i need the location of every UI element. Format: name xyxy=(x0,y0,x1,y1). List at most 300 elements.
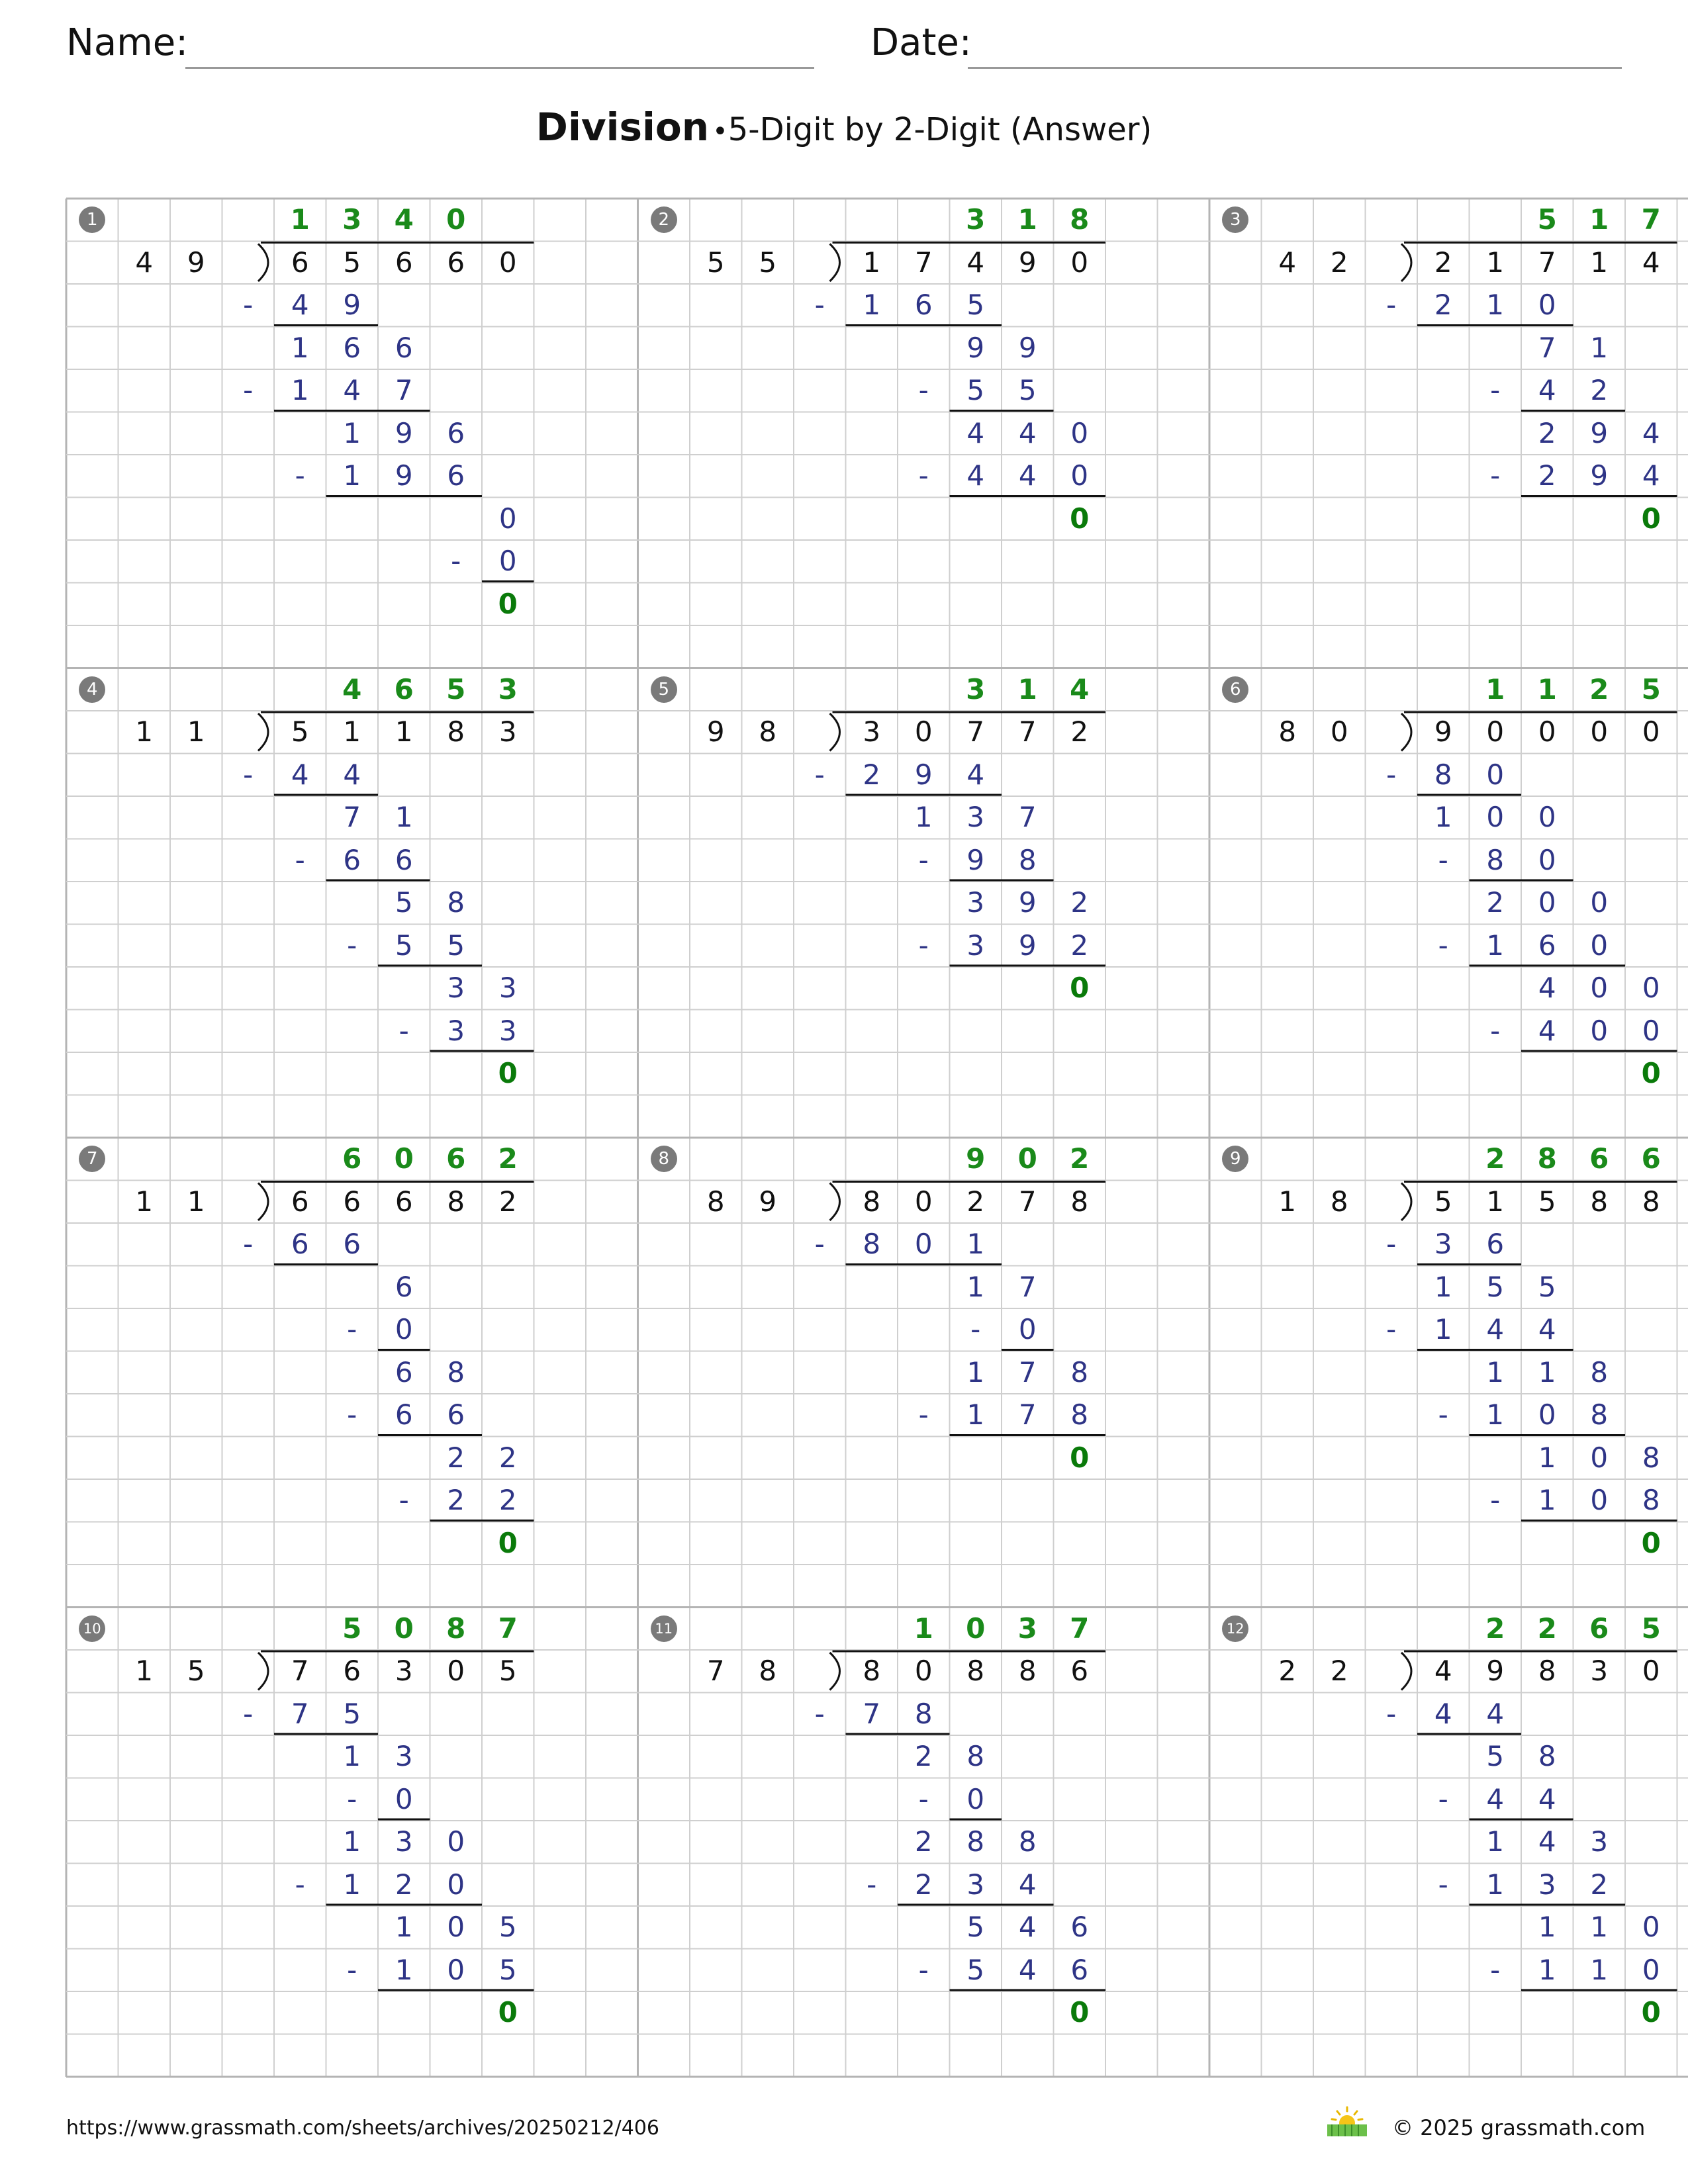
brought-down-digit: 3 xyxy=(1590,1825,1609,1858)
division-bracket xyxy=(830,1653,840,1690)
partial-remainder-digit: 9 xyxy=(1590,416,1609,449)
minus-sign: - xyxy=(347,1953,357,1986)
dividend-digit: 8 xyxy=(863,1655,881,1688)
dividend-digit: 8 xyxy=(1590,1185,1609,1218)
subtract-digit: 8 xyxy=(1590,1398,1609,1432)
subtract-digit: 1 xyxy=(395,1953,413,1986)
divisor-digit: 8 xyxy=(1330,1185,1348,1218)
dividend-digit: 4 xyxy=(1642,246,1660,279)
subtract-digit: 4 xyxy=(1486,1313,1505,1346)
dividend-digit: 8 xyxy=(1070,1185,1089,1218)
division-bracket xyxy=(1401,244,1411,282)
quotient-digit: 4 xyxy=(394,203,414,236)
dividend-digit: 5 xyxy=(498,1655,517,1688)
subtract-digit: 0 xyxy=(498,545,517,578)
minus-sign: - xyxy=(867,1868,877,1901)
partial-remainder-digit: 4 xyxy=(1538,972,1556,1005)
dividend-digit: 2 xyxy=(498,1185,517,1218)
problem-number-badge: 11 xyxy=(651,1615,677,1642)
dividend-digit: 9 xyxy=(1018,246,1037,279)
subtract-digit: 5 xyxy=(447,929,465,962)
partial-remainder-digit: 5 xyxy=(966,1911,985,1944)
dividend-digit: 4 xyxy=(966,246,985,279)
dividend-digit: 8 xyxy=(863,1185,881,1218)
dividend-digit: 8 xyxy=(447,715,465,749)
division-bracket xyxy=(1401,1183,1411,1221)
subtract-digit: 0 xyxy=(447,1868,465,1901)
subtract-digit: 0 xyxy=(1642,1014,1660,1047)
subtract-digit: 2 xyxy=(447,1484,465,1517)
dividend-digit: 0 xyxy=(1070,246,1089,279)
dividend-digit: 2 xyxy=(1434,246,1452,279)
partial-remainder-digit: 0 xyxy=(1538,886,1556,919)
name-label: Name: xyxy=(66,21,189,64)
subtract-digit: 6 xyxy=(914,289,933,322)
partial-remainder-digit: 1 xyxy=(966,1355,985,1388)
minus-sign: - xyxy=(1386,1313,1397,1346)
subtract-digit: 6 xyxy=(291,1228,309,1261)
subtract-digit: 1 xyxy=(1486,289,1505,322)
minus-sign: - xyxy=(347,1398,357,1432)
dividend-digit: 1 xyxy=(1486,1185,1505,1218)
subtract-digit: 4 xyxy=(966,758,985,791)
partial-remainder-digit: 1 xyxy=(914,801,933,834)
partial-remainder-digit: 3 xyxy=(966,886,985,919)
subtract-digit: 6 xyxy=(1538,929,1556,962)
minus-sign: - xyxy=(1438,929,1448,962)
brought-down-digit: 0 xyxy=(1070,416,1089,449)
dividend-digit: 6 xyxy=(291,1185,309,1218)
dividend-digit: 8 xyxy=(447,1185,465,1218)
divisor-digit: 1 xyxy=(135,1655,154,1688)
partial-remainder-digit: 9 xyxy=(1018,886,1037,919)
dividend-digit: 0 xyxy=(1538,715,1556,749)
quotient-digit: 6 xyxy=(342,1142,362,1175)
partial-remainder-digit: 6 xyxy=(395,1355,413,1388)
divisor-digit: 9 xyxy=(706,715,725,749)
title-subtitle: 5-Digit by 2-Digit (Answer) xyxy=(727,111,1152,148)
brought-down-digit: 6 xyxy=(447,416,465,449)
dividend-digit: 7 xyxy=(1018,1185,1037,1218)
minus-sign: - xyxy=(243,1228,254,1261)
minus-sign: - xyxy=(347,929,357,962)
subtract-digit: 7 xyxy=(863,1697,881,1730)
division-bracket xyxy=(830,713,840,751)
subtract-digit: 0 xyxy=(1590,929,1609,962)
minus-sign: - xyxy=(1438,843,1448,876)
minus-sign: - xyxy=(243,374,254,407)
partial-remainder-digit: 6 xyxy=(343,331,361,364)
subtract-digit: 5 xyxy=(966,289,985,322)
quotient-digit: 8 xyxy=(1537,1142,1557,1175)
divisor-digit: 1 xyxy=(187,715,205,749)
dividend-digit: 7 xyxy=(914,246,933,279)
quotient-digit: 7 xyxy=(1641,203,1661,236)
subtract-digit: 4 xyxy=(1486,1782,1505,1815)
dividend-digit: 8 xyxy=(1642,1185,1660,1218)
subtract-digit: 0 xyxy=(395,1782,413,1815)
divisor-digit: 1 xyxy=(135,715,154,749)
remainder-digit: 0 xyxy=(1641,502,1661,535)
dividend-digit: 5 xyxy=(1538,1185,1556,1218)
partial-remainder-digit: 9 xyxy=(395,416,413,449)
subtract-digit: 5 xyxy=(343,1697,361,1730)
dividend-digit: 1 xyxy=(395,715,413,749)
problem-number-badge: 1 xyxy=(79,206,105,233)
brought-down-digit: 6 xyxy=(395,1270,413,1303)
minus-sign: - xyxy=(347,1782,357,1815)
minus-sign: - xyxy=(970,1313,981,1346)
brought-down-digit: 5 xyxy=(1538,1270,1556,1303)
subtract-digit: 1 xyxy=(863,289,881,322)
dividend-digit: 4 xyxy=(1434,1655,1452,1688)
minus-sign: - xyxy=(918,1953,929,1986)
brought-down-digit: 8 xyxy=(447,886,465,919)
partial-remainder-digit: 2 xyxy=(1486,886,1505,919)
subtract-digit: 5 xyxy=(966,1953,985,1986)
subtract-digit: 2 xyxy=(1538,459,1556,492)
remainder-digit: 0 xyxy=(1070,972,1090,1005)
dividend-digit: 9 xyxy=(1486,1655,1505,1688)
brought-down-digit: 8 xyxy=(1070,1355,1089,1388)
subtract-digit: 0 xyxy=(447,1953,465,1986)
subtract-digit: 6 xyxy=(1070,1953,1089,1986)
subtract-digit: 8 xyxy=(914,1697,933,1730)
problem-number-badge: 3 xyxy=(1222,206,1248,233)
quotient-digit: 6 xyxy=(394,672,414,705)
subtract-digit: 5 xyxy=(498,1953,517,1986)
quotient-digit: 9 xyxy=(966,1142,986,1175)
dividend-digit: 6 xyxy=(395,246,413,279)
quotient-digit: 6 xyxy=(1589,1142,1609,1175)
minus-sign: - xyxy=(918,843,929,876)
dividend-digit: 0 xyxy=(1590,715,1609,749)
dividend-digit: 2 xyxy=(966,1185,985,1218)
problem-number-badge: 6 xyxy=(1222,676,1248,703)
brought-down-digit: 8 xyxy=(1590,1355,1609,1388)
title-main: Division xyxy=(536,105,710,150)
dividend-digit: 6 xyxy=(343,1185,361,1218)
partial-remainder-digit: 0 xyxy=(1590,1441,1609,1474)
division-bracket xyxy=(1401,1653,1411,1690)
subtract-digit: 9 xyxy=(914,758,933,791)
divisor-digit: 8 xyxy=(706,1185,725,1218)
subtract-digit: 5 xyxy=(395,929,413,962)
subtract-digit: 8 xyxy=(1070,1398,1089,1432)
brought-down-digit: 7 xyxy=(1018,1270,1037,1303)
quotient-digit: 1 xyxy=(1017,203,1037,236)
subtract-digit: 6 xyxy=(1486,1228,1505,1261)
minus-sign: - xyxy=(814,1697,825,1730)
subtract-digit: 2 xyxy=(395,1868,413,1901)
remainder-digit: 0 xyxy=(498,1996,518,2029)
dividend-digit: 3 xyxy=(498,715,517,749)
partial-remainder-digit: 7 xyxy=(1018,1355,1037,1388)
subtract-digit: 6 xyxy=(395,843,413,876)
subtract-digit: 0 xyxy=(395,1313,413,1346)
brought-down-digit: 3 xyxy=(395,1740,413,1773)
divisor-digit: 8 xyxy=(759,1655,777,1688)
subtract-digit: 1 xyxy=(291,374,309,407)
minus-sign: - xyxy=(918,459,929,492)
divisor-digit: 5 xyxy=(706,246,725,279)
subtract-digit: 6 xyxy=(447,1398,465,1432)
brought-down-digit: 9 xyxy=(1018,331,1037,364)
minus-sign: - xyxy=(814,758,825,791)
dividend-digit: 6 xyxy=(1070,1655,1089,1688)
subtract-digit: 0 xyxy=(1538,289,1556,322)
partial-remainder-digit: 1 xyxy=(291,331,309,364)
dividend-digit: 0 xyxy=(914,715,933,749)
quotient-digit: 1 xyxy=(914,1612,933,1645)
minus-sign: - xyxy=(1490,374,1501,407)
dividend-digit: 6 xyxy=(395,1185,413,1218)
subtract-digit: 4 xyxy=(343,758,361,791)
minus-sign: - xyxy=(918,374,929,407)
quotient-digit: 3 xyxy=(1017,1612,1037,1645)
brought-down-digit: 2 xyxy=(498,1441,517,1474)
dividend-digit: 0 xyxy=(914,1185,933,1218)
partial-remainder-digit: 1 xyxy=(343,1740,361,1773)
minus-sign: - xyxy=(1438,1398,1448,1432)
grass-sun-logo-icon xyxy=(1324,2105,1370,2138)
divisor-digit: 2 xyxy=(1278,1655,1297,1688)
dividend-digit: 1 xyxy=(1486,246,1505,279)
subtract-digit: 2 xyxy=(1070,929,1089,962)
division-bracket xyxy=(830,244,840,282)
subtract-digit: 2 xyxy=(1590,1868,1609,1901)
minus-sign: - xyxy=(1386,1697,1397,1730)
title-bullet: • xyxy=(712,116,728,147)
quotient-digit: 0 xyxy=(446,203,466,236)
partial-remainder-digit: 2 xyxy=(447,1441,465,1474)
problem-number-badge: 12 xyxy=(1222,1615,1248,1642)
subtract-digit: 1 xyxy=(966,1228,985,1261)
minus-sign: - xyxy=(1438,1868,1448,1901)
dividend-digit: 6 xyxy=(343,1655,361,1688)
partial-remainder-digit: 0 xyxy=(1590,972,1609,1005)
minus-sign: - xyxy=(399,1484,409,1517)
subtract-digit: 9 xyxy=(1018,929,1037,962)
subtract-digit: 7 xyxy=(291,1697,309,1730)
brought-down-digit: 8 xyxy=(1642,1441,1660,1474)
quotient-digit: 2 xyxy=(1485,1142,1505,1175)
remainder-digit: 0 xyxy=(498,587,518,620)
dividend-digit: 1 xyxy=(863,246,881,279)
subtract-digit: 7 xyxy=(1018,1398,1037,1432)
division-bracket xyxy=(258,1183,268,1221)
partial-remainder-digit: 2 xyxy=(914,1825,933,1858)
problem-number-badge: 2 xyxy=(651,206,677,233)
partial-remainder-digit: 8 xyxy=(966,1825,985,1858)
dividend-digit: 8 xyxy=(1538,1655,1556,1688)
subtract-digit: 0 xyxy=(1538,1398,1556,1432)
divisor-digit: 5 xyxy=(187,1655,205,1688)
quotient-digit: 3 xyxy=(966,672,986,705)
problem-number-badge: 8 xyxy=(651,1146,677,1172)
brought-down-digit: 8 xyxy=(966,1740,985,1773)
partial-remainder-digit: 0 xyxy=(1486,801,1505,834)
subtract-digit: 2 xyxy=(498,1484,517,1517)
divisor-digit: 9 xyxy=(187,246,205,279)
footer-url: https://www.grassmath.com/sheets/archives/20250212/406 xyxy=(66,2116,660,2140)
minus-sign: - xyxy=(1490,1953,1501,1986)
brought-down-digit: 7 xyxy=(1018,801,1037,834)
minus-sign: - xyxy=(243,1697,254,1730)
divisor-digit: 8 xyxy=(759,715,777,749)
subtract-digit: 1 xyxy=(1486,929,1505,962)
subtract-digit: 4 xyxy=(966,459,985,492)
partial-remainder-digit: 1 xyxy=(1434,801,1452,834)
dividend-digit: 2 xyxy=(1070,715,1089,749)
divisor-digit: 5 xyxy=(759,246,777,279)
partial-remainder-digit: 1 xyxy=(343,1825,361,1858)
quotient-digit: 5 xyxy=(342,1612,362,1645)
subtract-digit: 3 xyxy=(1434,1228,1452,1261)
quotient-digit: 0 xyxy=(966,1612,986,1645)
subtract-digit: 6 xyxy=(395,1398,413,1432)
partial-remainder-digit: 7 xyxy=(343,801,361,834)
subtract-digit: 4 xyxy=(1538,1313,1556,1346)
dividend-digit: 1 xyxy=(343,715,361,749)
date-label: Date: xyxy=(870,21,972,64)
quotient-digit: 8 xyxy=(1070,203,1090,236)
partial-remainder-digit: 1 xyxy=(1538,1911,1556,1944)
divisor-digit: 4 xyxy=(135,246,154,279)
quotient-digit: 7 xyxy=(498,1612,518,1645)
remainder-digit: 0 xyxy=(1641,1057,1661,1090)
subtract-digit: 9 xyxy=(343,289,361,322)
remainder-digit: 0 xyxy=(1070,1996,1090,2029)
subtract-digit: 4 xyxy=(1642,459,1660,492)
subtract-digit: 4 xyxy=(343,374,361,407)
quotient-digit: 7 xyxy=(1070,1612,1090,1645)
subtract-digit: 0 xyxy=(1538,843,1556,876)
minus-sign: - xyxy=(295,459,305,492)
divisor-digit: 1 xyxy=(187,1185,205,1218)
subtract-digit: 3 xyxy=(1538,1868,1556,1901)
subtract-digit: 8 xyxy=(863,1228,881,1261)
dividend-digit: 8 xyxy=(966,1655,985,1688)
quotient-digit: 5 xyxy=(1641,672,1661,705)
brought-down-digit: 0 xyxy=(1642,972,1660,1005)
dividend-digit: 5 xyxy=(1434,1185,1452,1218)
partial-remainder-digit: 1 xyxy=(1590,1911,1609,1944)
quotient-digit: 0 xyxy=(394,1142,414,1175)
problem-number-badge: 9 xyxy=(1222,1146,1248,1172)
minus-sign: - xyxy=(918,1398,929,1432)
subtract-digit: 0 xyxy=(1486,758,1505,791)
dividend-digit: 5 xyxy=(291,715,309,749)
subtract-digit: 1 xyxy=(1590,1953,1609,1986)
dividend-digit: 0 xyxy=(1642,715,1660,749)
dividend-digit: 7 xyxy=(1018,715,1037,749)
subtract-digit: 2 xyxy=(1590,374,1609,407)
subtract-digit: 2 xyxy=(1434,289,1452,322)
quotient-digit: 2 xyxy=(1537,1612,1557,1645)
quotient-digit: 2 xyxy=(1485,1612,1505,1645)
partial-remainder-digit: 1 xyxy=(1486,1825,1505,1858)
brought-down-digit: 6 xyxy=(395,331,413,364)
dividend-digit: 3 xyxy=(1590,1655,1609,1688)
divisor-digit: 1 xyxy=(1278,1185,1297,1218)
subtract-digit: 1 xyxy=(1486,1868,1505,1901)
brought-down-digit: 3 xyxy=(498,972,517,1005)
subtract-digit: 1 xyxy=(1538,1953,1556,1986)
minus-sign: - xyxy=(1490,1484,1501,1517)
remainder-digit: 0 xyxy=(1641,1996,1661,2029)
subtract-digit: 4 xyxy=(1018,459,1037,492)
quotient-digit: 4 xyxy=(1070,672,1090,705)
partial-remainder-digit: 1 xyxy=(1538,1441,1556,1474)
dividend-digit: 9 xyxy=(1434,715,1452,749)
quotient-digit: 1 xyxy=(1485,672,1505,705)
minus-sign: - xyxy=(1386,1228,1397,1261)
partial-remainder-digit: 1 xyxy=(395,1911,413,1944)
dividend-digit: 0 xyxy=(1642,1655,1660,1688)
quotient-digit: 0 xyxy=(1017,1142,1037,1175)
dividend-digit: 6 xyxy=(291,246,309,279)
dividend-digit: 6 xyxy=(447,246,465,279)
brought-down-digit: 0 xyxy=(1538,801,1556,834)
dividend-digit: 0 xyxy=(914,1655,933,1688)
subtract-digit: 3 xyxy=(498,1014,517,1047)
subtract-digit: 1 xyxy=(1538,1484,1556,1517)
subtract-digit: 4 xyxy=(1434,1697,1452,1730)
subtract-digit: 3 xyxy=(447,1014,465,1047)
remainder-digit: 0 xyxy=(1641,1526,1661,1559)
subtract-digit: 8 xyxy=(1434,758,1452,791)
subtract-digit: 0 xyxy=(1590,1014,1609,1047)
subtract-digit: 1 xyxy=(343,459,361,492)
subtract-digit: 4 xyxy=(291,289,309,322)
minus-sign: - xyxy=(1490,1014,1501,1047)
subtract-digit: 1 xyxy=(1486,1398,1505,1432)
partial-remainder-digit: 1 xyxy=(966,1270,985,1303)
divisor-digit: 2 xyxy=(1330,1655,1348,1688)
partial-remainder-digit: 4 xyxy=(1018,416,1037,449)
quotient-digit: 2 xyxy=(1589,672,1609,705)
division-bracket xyxy=(258,1653,268,1690)
partial-remainder-digit: 1 xyxy=(1434,1270,1452,1303)
partial-remainder-digit: 1 xyxy=(1486,1355,1505,1388)
subtract-digit: 1 xyxy=(1434,1313,1452,1346)
brought-down-digit: 4 xyxy=(1642,416,1660,449)
dividend-digit: 0 xyxy=(498,246,517,279)
quotient-digit: 2 xyxy=(498,1142,518,1175)
subtract-digit: 7 xyxy=(395,374,413,407)
dividend-digit: 3 xyxy=(863,715,881,749)
brought-down-digit: 2 xyxy=(1070,886,1089,919)
quotient-digit: 6 xyxy=(1641,1142,1661,1175)
subtract-digit: 8 xyxy=(1642,1484,1660,1517)
brought-down-digit: 6 xyxy=(1070,1911,1089,1944)
minus-sign: - xyxy=(918,1782,929,1815)
divisor-digit: 7 xyxy=(706,1655,725,1688)
problem-number-badge: 4 xyxy=(79,676,105,703)
subtract-digit: 2 xyxy=(914,1868,933,1901)
subtract-digit: 4 xyxy=(1018,1868,1037,1901)
partial-remainder-digit: 3 xyxy=(395,1825,413,1858)
remainder-digit: 0 xyxy=(498,1057,518,1090)
problem-number-badge: 10 xyxy=(79,1615,105,1642)
partial-remainder-digit: 5 xyxy=(395,886,413,919)
partial-remainder-digit: 2 xyxy=(1538,416,1556,449)
quotient-digit: 4 xyxy=(342,672,362,705)
quotient-digit: 3 xyxy=(966,203,986,236)
subtract-digit: 9 xyxy=(1590,459,1609,492)
subtract-digit: 0 xyxy=(1018,1313,1037,1346)
